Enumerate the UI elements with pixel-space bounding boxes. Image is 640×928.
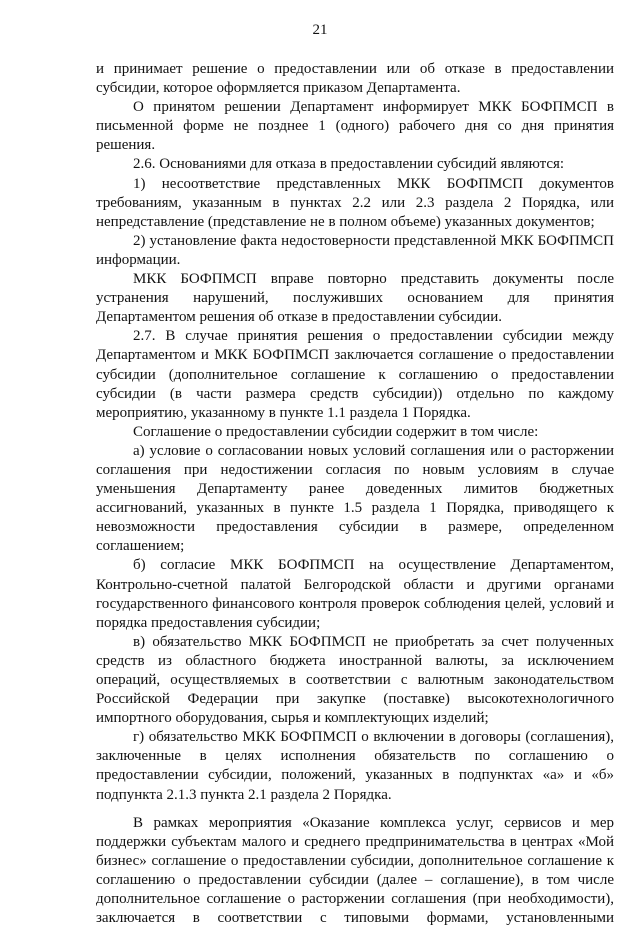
paragraph: Соглашение о предоставлении субсидии содержит в том числе: <box>133 423 539 440</box>
paragraph: г) обязательство МКК БОФПМСП о включении в договоры (соглашения), заключенные в целях исполнения обязательств по соглашению о предоставлении субсидии, положений, указанных в подпунктах «а» и «б» подпункта 2.1.3 пункта 2.1 раздела 2 Порядка. <box>96 729 614 803</box>
paragraph: В рамках мероприятия «Оказание комплекса услуг, сервисов и мер поддержки субъектам малого и среднего предпринимательства в центрах «Мой бизнес» соглашение о предоставлении субсидии, дополнительное соглашение к соглашению о предоставлении субсидии (далее – соглашение), в том числе дополнительное соглашение о расторжении соглашения (при необходимости), заключается в соответствии с типовыми формами, установленными <box>96 814 614 927</box>
paragraph: 2.6. Основаниями для отказа в предоставлении субсидий являются: <box>133 156 565 173</box>
paragraph: 1) несоответствие представленных МКК БОФПМСП документов требованиям, указанным в пунктах 2.2 или 2.3 раздела 2 Порядка, или непредставление (представление не в полном объеме) указанных документов; <box>96 175 614 230</box>
paragraph: и принимает решение о предоставлении или об отказе в предоставлении субсидии, которое оформляется приказом Департамента. <box>96 61 614 97</box>
paragraph: б) согласие МКК БОФПМСП на осуществление Департаментом, Контрольно-счетной палатой Белгородской области и другими органами государственного финансового контроля проверок соблюдения целей, условий и порядка предоставления субсидии; <box>96 557 614 631</box>
page-number: 21 <box>312 22 328 38</box>
paragraph: 2.7. В случае принятия решения о предоставлении субсидии между Департаментом и МКК БОФПМСП заключается соглашение о предоставлении субсидии (дополнительное соглашение к соглашению о предоставлении субсидии (в части размера средств субсидии)) отдельно по каждому мероприятию, указанному в пункте 1.1 раздела 1 Порядка. <box>96 328 614 421</box>
paragraph: О принятом решении Департамент информирует МКК БОФПМСП в письменной форме не позднее 1 (одного) рабочего дня со дня принятия решения. <box>96 99 614 154</box>
paragraph: а) условие о согласовании новых условий соглашения или о расторжении соглашения при недостижении согласия по новым условиям в случае уменьшения Департаменту ранее доведенных лимитов бюджетных ассигнований, указанных в пункте 1.5 раздела 1 Порядка, приводящего к невозможности предоставления субсидии в размере, определенном соглашением; <box>96 442 614 555</box>
paragraph: 2) установление факта недостоверности представленной МКК БОФПМСП информации. <box>96 232 614 268</box>
document-body <box>96 60 614 928</box>
paragraph: в) обязательство МКК БОФПМСП не приобретать за счет полученных средств из областного бюджета иностранной валюты, за исключением операций, осуществляемых в соответствии с валютным законодательством Российской Федерации при закупке (поставке) высокотехнологичного импортного оборудования, сырья и комплектующих изделий; <box>96 633 614 727</box>
paragraph: МКК БОФПМСП вправе повторно представить документы после устранения нарушений, послуживших основанием для принятия Департаментом решения об отказе в предоставлении субсидии. <box>96 271 614 326</box>
